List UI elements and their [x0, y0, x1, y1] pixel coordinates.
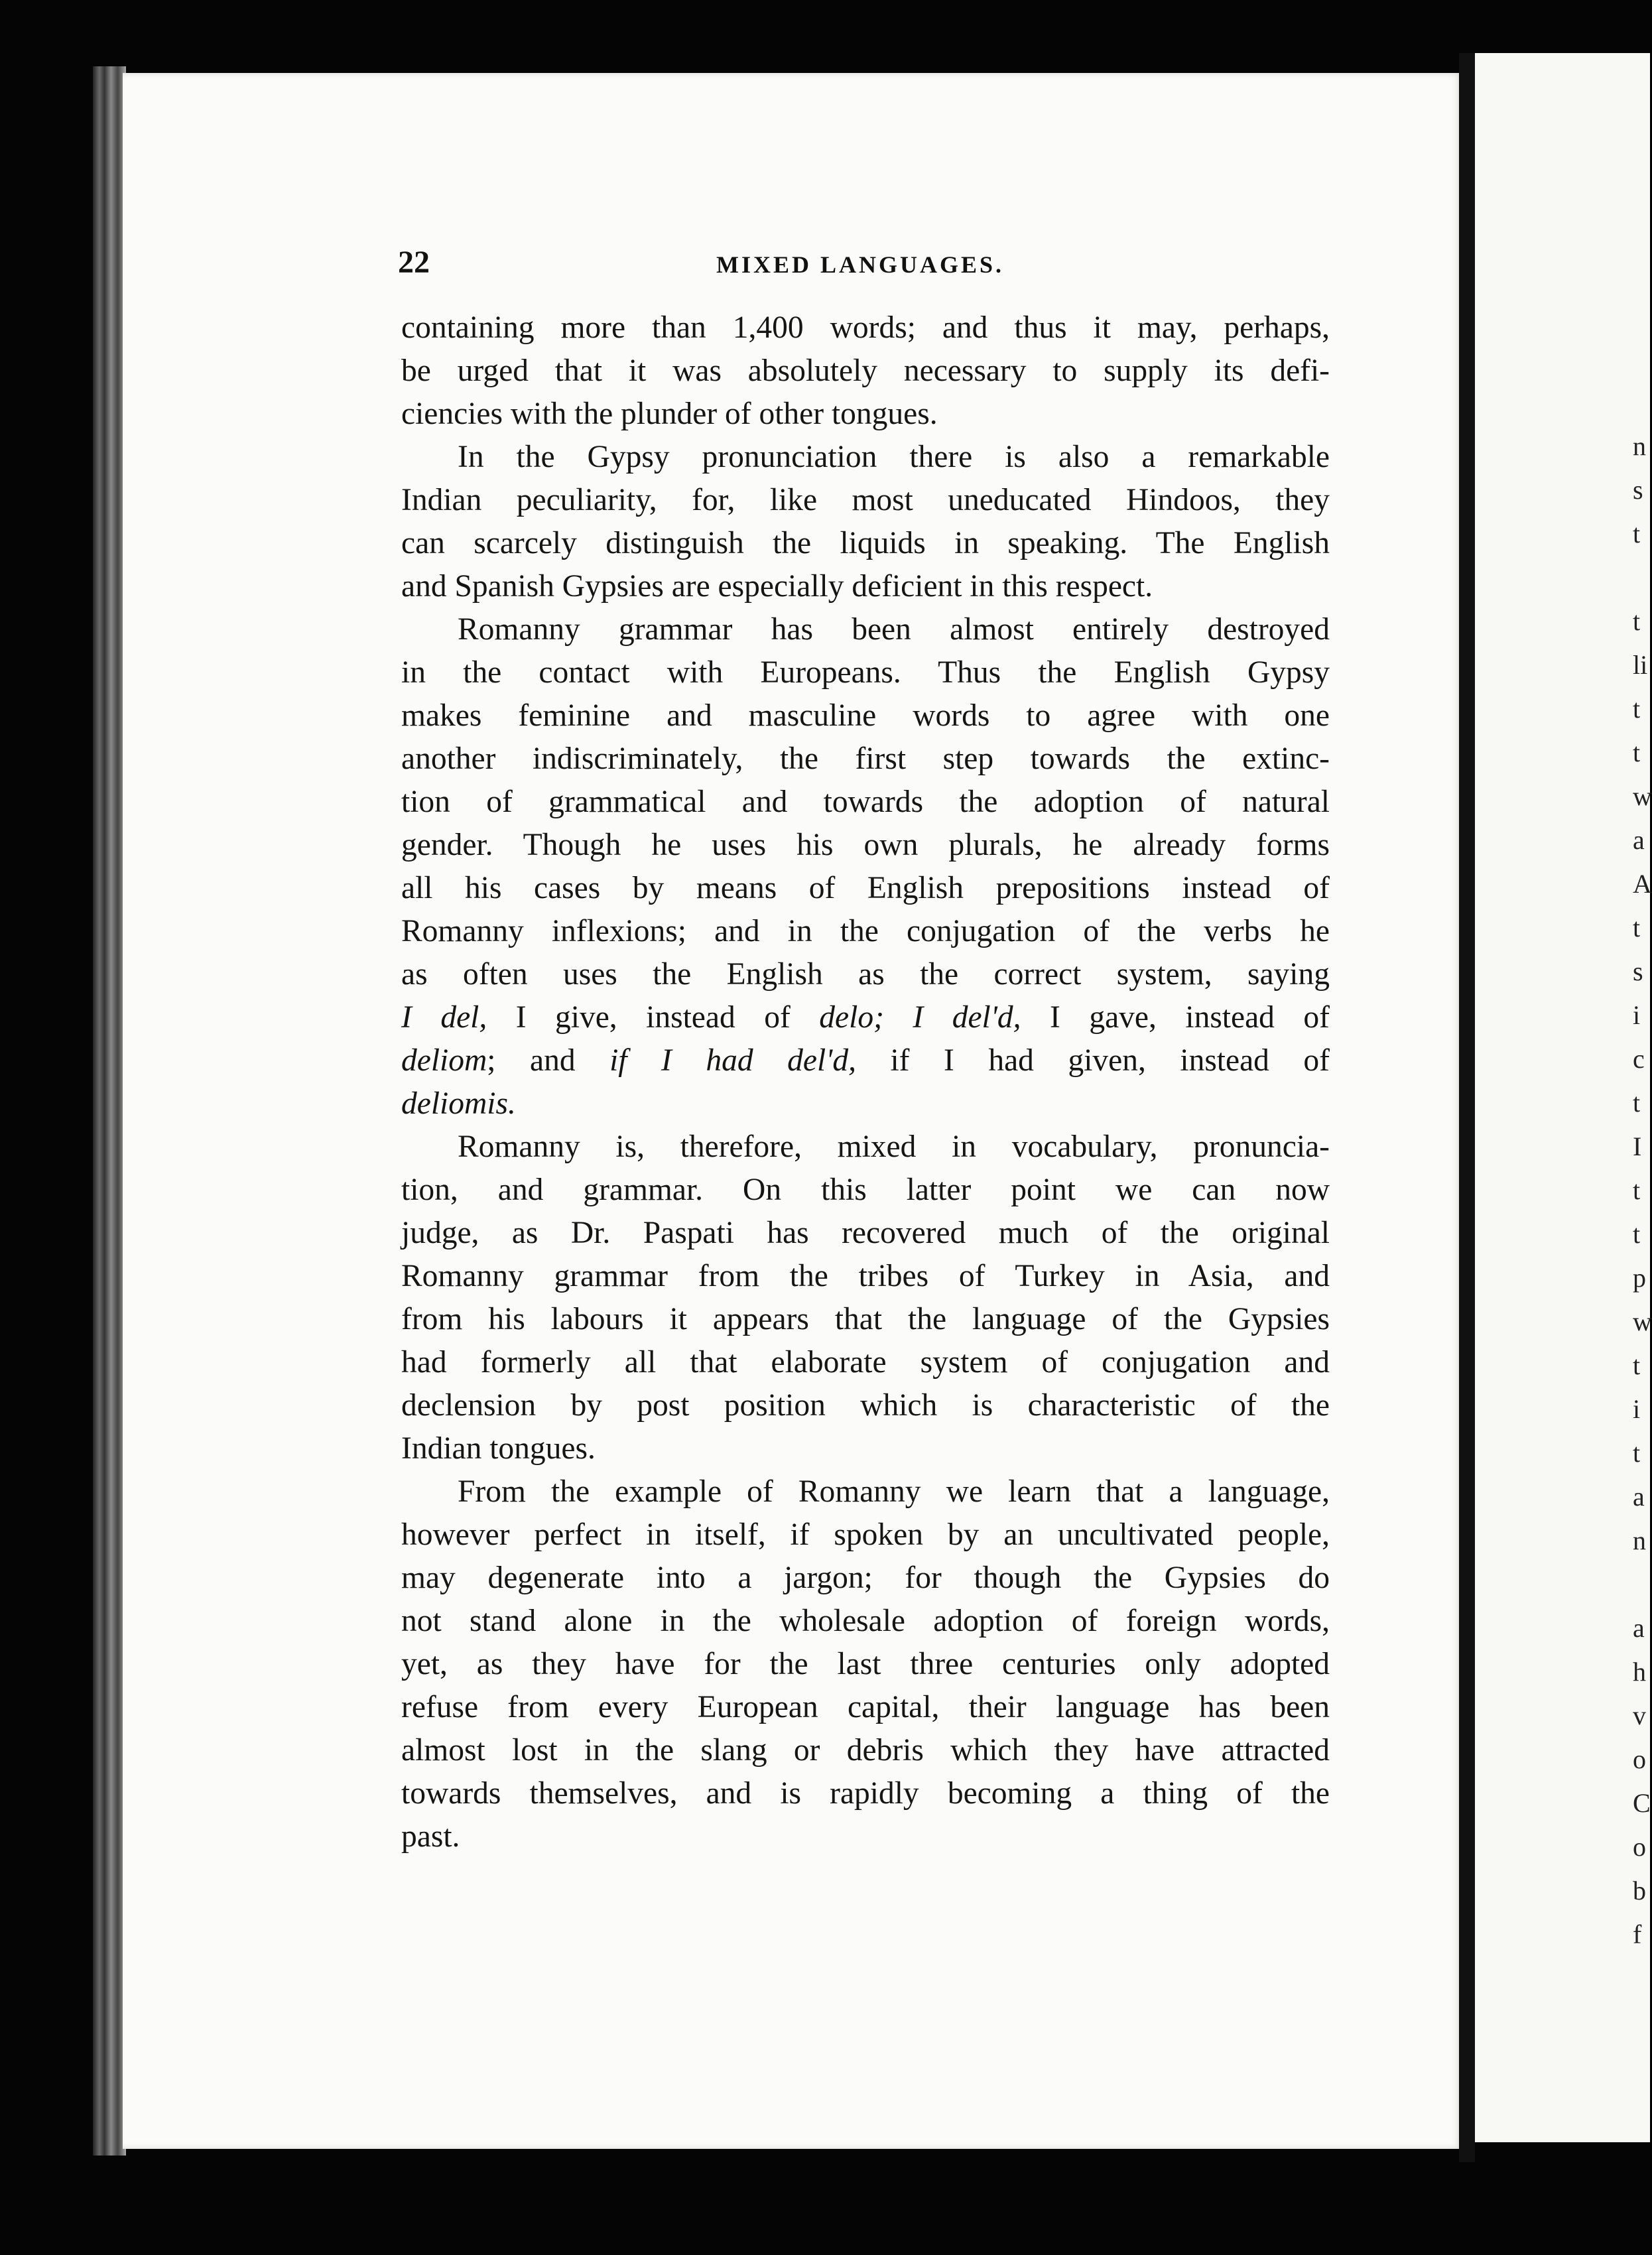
text-line: Romanny grammar has been almost entirely destroyed	[458, 612, 1330, 647]
facing-page-fragment: t	[1633, 1175, 1641, 1205]
text-line: From the example of Romanny we learn that a language,	[458, 1474, 1330, 1509]
facing-page-fragment	[1633, 1563, 1650, 1606]
facing-page-fragment: a	[1633, 1613, 1645, 1643]
italic-term: I del,	[401, 1000, 487, 1035]
text-line: all his cases by means of English prepositions instead of	[401, 871, 1330, 905]
facing-page-fragment: t	[1633, 738, 1641, 767]
text-line-mixed	[401, 996, 1330, 1039]
facing-page-fragment: i	[1633, 1394, 1641, 1424]
facing-page-fragment	[1633, 556, 1650, 600]
text-line: makes feminine and masculine words to agree with one	[401, 698, 1330, 733]
italic-term: deliomis.	[401, 1086, 516, 1121]
text-line: yet, as they have for the last three centuries only adopted	[401, 1647, 1330, 1681]
text-line: towards themselves, and is rapidly becoming a thing of the	[401, 1776, 1330, 1811]
text-line: Indian tongues.	[401, 1431, 596, 1466]
text-line: declension by post position which is characteristic of the	[401, 1388, 1330, 1423]
facing-page-fragment: t	[1633, 1219, 1641, 1249]
text-line: gender. Though he uses his own plurals, he already forms	[401, 828, 1330, 862]
text-line: and Spanish Gypsies are especially deficient in this respect.	[401, 569, 1153, 604]
paragraph-2	[401, 436, 1330, 608]
facing-page-fragment: t	[1633, 913, 1641, 942]
facing-page-fragment: t	[1633, 1350, 1641, 1380]
italic-term: deliom	[401, 1043, 487, 1078]
text-line: however perfect in itself, if spoken by an uncultivated people,	[401, 1517, 1330, 1552]
facing-page-fragment: o	[1633, 1832, 1646, 1862]
page-edge-stack	[93, 66, 126, 2156]
italic-term: if I had del'd,	[609, 1043, 856, 1078]
body-text	[401, 306, 1330, 1858]
facing-page-fragment: h	[1633, 1657, 1646, 1687]
facing-page-fragment: w	[1633, 1307, 1652, 1336]
facing-page-fragments	[1633, 424, 1650, 1957]
text-run: if I had given, instead of	[856, 1043, 1330, 1078]
text-line: Indian peculiarity, for, like most uneducated Hindoos, they	[401, 483, 1330, 517]
text-line: Romanny is, therefore, mixed in vocabulary, pronuncia-	[458, 1129, 1330, 1164]
text-run: I give, instead of	[487, 1000, 820, 1035]
text-line: refuse from every European capital, their language has been	[401, 1690, 1330, 1724]
facing-page-fragment: s	[1633, 475, 1643, 505]
italic-term: delo; I del'd,	[819, 1000, 1021, 1035]
text-run: I gave, instead of	[1021, 1000, 1330, 1035]
facing-page-fragment: t	[1633, 1088, 1641, 1118]
text-line: as often uses the English as the correct system, saying	[401, 957, 1330, 992]
text-line: tion of grammatical and towards the adoption of natural	[401, 785, 1330, 819]
text-line: past.	[401, 1819, 460, 1854]
text-line: tion, and grammar. On this latter point we can now	[401, 1173, 1330, 1207]
text-line: judge, as Dr. Paspati has recovered much of the original	[401, 1216, 1330, 1250]
text-line: can scarcely distinguish the liquids in speaking. The English	[401, 526, 1330, 560]
text-run: ; and	[487, 1043, 610, 1078]
facing-page-fragment: li	[1633, 650, 1648, 680]
facing-page-fragment: A	[1633, 869, 1652, 899]
running-head-title: MIXED LANGUAGES.	[716, 251, 1005, 278]
text-line: in the contact with Europeans. Thus the English Gypsy	[401, 655, 1330, 690]
facing-page-fragment: s	[1633, 956, 1643, 986]
page-number: 22	[398, 245, 430, 280]
text-line-mixed	[401, 1082, 1330, 1126]
text-line: be urged that it was absolutely necessary to supply its defi-	[401, 354, 1330, 388]
text-line: ciencies with the plunder of other tongues.	[401, 397, 938, 431]
facing-page-fragment: t	[1633, 694, 1641, 724]
facing-page-fragment: n	[1633, 1525, 1646, 1555]
facing-page-fragment: v	[1633, 1701, 1646, 1730]
facing-page-fragment: p	[1633, 1263, 1646, 1293]
facing-page-fragment: c	[1633, 1044, 1645, 1074]
text-line: not stand alone in the wholesale adoption of foreign words,	[401, 1604, 1330, 1638]
facing-page-fragment: f	[1633, 1919, 1642, 1949]
paragraph-3	[401, 608, 1330, 1126]
facing-page-fragment: i	[1633, 1000, 1641, 1030]
text-line: another indiscriminately, the first step towards the extinc-	[401, 741, 1330, 776]
book-gutter	[1459, 53, 1475, 2162]
facing-page-fragment: a	[1633, 1482, 1645, 1512]
facing-page-fragment: t	[1633, 519, 1641, 548]
text-line-mixed	[401, 1039, 1330, 1082]
text-line: Romanny inflexions; and in the conjugation of the verbs he	[401, 914, 1330, 948]
facing-page-fragment: o	[1633, 1744, 1646, 1774]
facing-page-fragment: C	[1633, 1788, 1651, 1818]
facing-page-fragment: a	[1633, 825, 1645, 855]
text-line: from his labours it appears that the language of the Gypsies	[401, 1302, 1330, 1336]
paragraph-4	[401, 1126, 1330, 1470]
text-line: almost lost in the slang or debris which they have attracted	[401, 1733, 1330, 1768]
facing-page-fragment: t	[1633, 606, 1641, 636]
running-head	[398, 244, 1353, 284]
text-line: may degenerate into a jargon; for though the Gypsies do	[401, 1561, 1330, 1595]
right-page	[1475, 53, 1650, 2142]
facing-page-fragment: w	[1633, 781, 1652, 811]
paragraph-5	[401, 1470, 1330, 1858]
paragraph-1	[401, 306, 1330, 436]
text-line: containing more than 1,400 words; and thus it may, perhaps,	[401, 310, 1330, 345]
facing-page-fragment: n	[1633, 431, 1646, 461]
text-line: had formerly all that elaborate system of conjugation and	[401, 1345, 1330, 1380]
text-line: Romanny grammar from the tribes of Turkey in Asia, and	[401, 1259, 1330, 1293]
facing-page-fragment: b	[1633, 1876, 1646, 1905]
text-line: In the Gypsy pronunciation there is also a remarkable	[458, 440, 1330, 474]
facing-page-fragment: I	[1633, 1131, 1642, 1161]
facing-page-fragment: t	[1633, 1438, 1641, 1468]
